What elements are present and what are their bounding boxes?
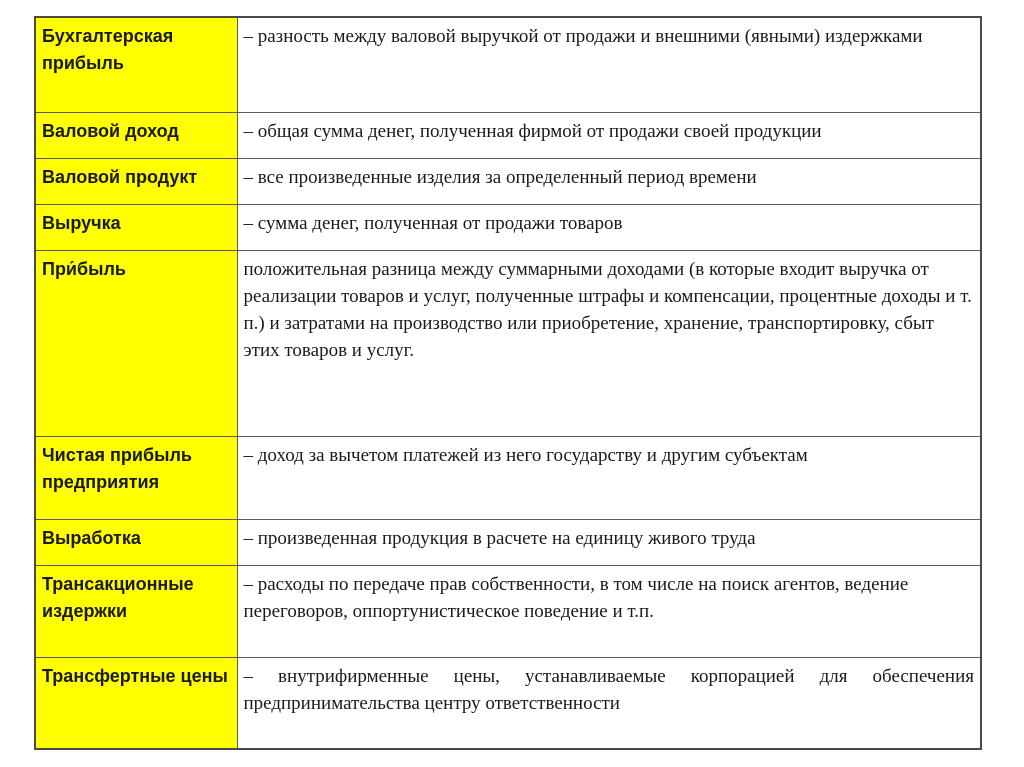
term-cell: Валовой продукт bbox=[35, 158, 237, 204]
table-row bbox=[35, 519, 981, 565]
definition-cell: – все произведенные изделия за определенный период времени bbox=[237, 158, 981, 204]
term-cell: Трансакционные издержки bbox=[35, 565, 237, 657]
table-row bbox=[35, 565, 981, 657]
term-cell: Валовой доход bbox=[35, 112, 237, 158]
table-row bbox=[35, 158, 981, 204]
term-cell: Выручка bbox=[35, 204, 237, 250]
table-row bbox=[35, 204, 981, 250]
term-cell: Чистая прибыль предприятия bbox=[35, 436, 237, 519]
definition-cell: – расходы по передаче прав собственности, в том числе на поиск агентов, ведение переговоров, оппортунистическое поведение и т.п. bbox=[237, 565, 981, 657]
definition-cell: – доход за вычетом платежей из него государству и другим субъектам bbox=[237, 436, 981, 519]
table-row bbox=[35, 657, 981, 749]
definition-cell: – внутрифирменные цены, устанавливаемые корпорацией для обеспечения предпринимательства центру ответственности bbox=[237, 657, 981, 749]
definition-cell: положительная разница между суммарными доходами (в которые входит выручка от реализации товаров и услуг, полученные штрафы и компенсации, процентные доходы и т. п.) и затратами на производство или приобретение, хранение, транспортировку, сбыт этих товаров и услуг. bbox=[237, 250, 981, 436]
definition-cell: – общая сумма денег, полученная фирмой от продажи своей продукции bbox=[237, 112, 981, 158]
definition-cell: – разность между валовой выручкой от продажи и внешними (явными) издержками bbox=[237, 17, 981, 112]
definition-cell: – произведенная продукция в расчете на единицу живого труда bbox=[237, 519, 981, 565]
table-row bbox=[35, 250, 981, 436]
definition-cell: – сумма денег, полученная от продажи товаров bbox=[237, 204, 981, 250]
table-row bbox=[35, 112, 981, 158]
term-cell: При́быль bbox=[35, 250, 237, 436]
table-row bbox=[35, 436, 981, 519]
definitions-table bbox=[34, 16, 982, 750]
term-cell: Трансфертные цены bbox=[35, 657, 237, 749]
table-row bbox=[35, 17, 981, 112]
term-cell: Выработка bbox=[35, 519, 237, 565]
term-cell: Бухгалтерская прибыль bbox=[35, 17, 237, 112]
